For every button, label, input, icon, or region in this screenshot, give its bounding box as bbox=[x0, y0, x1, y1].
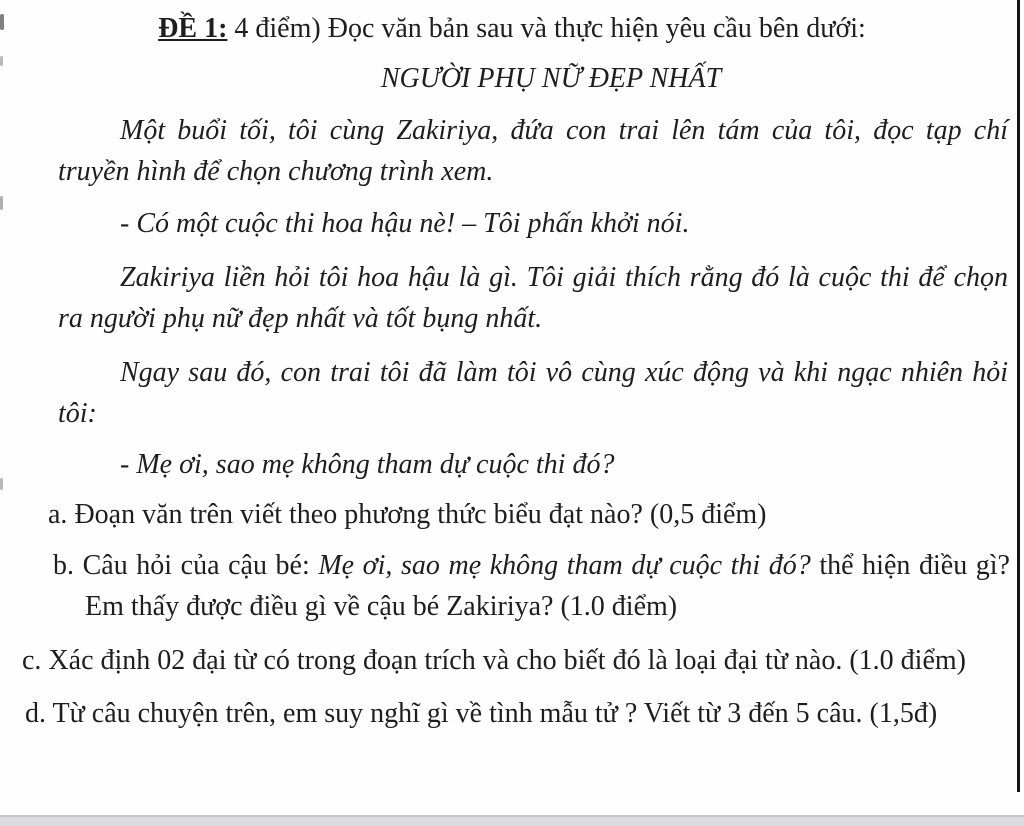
scan-artifact bbox=[0, 478, 3, 490]
scan-artifact bbox=[0, 14, 4, 30]
question-text: Xác định 02 đại từ có trong đoạn trích và cho biết đó là loại đại từ nào. (1.0 điểm) bbox=[41, 645, 966, 676]
scan-artifact bbox=[0, 196, 3, 210]
exam-heading bbox=[0, 8, 1024, 50]
scan-artifact bbox=[0, 56, 3, 66]
exam-instructions: 4 điểm) Đọc văn bản sau và thực hiện yêu cầu bên dưới: bbox=[227, 13, 866, 44]
question-d bbox=[25, 693, 1012, 734]
story-dialogue-line: - Mẹ ơi, sao mẹ không tham dự cuộc thi đó? bbox=[120, 449, 615, 480]
question-text: thể hiện điều gì? Em thấy được điều gì về cậu bé Zakiriya? (1.0 điểm) bbox=[85, 550, 1010, 622]
question-quoted-text: Mẹ ơi, sao mẹ không tham dự cuộc thi đó? bbox=[318, 550, 811, 581]
exam-number-label: ĐỀ 1: bbox=[158, 13, 228, 44]
story-dialogue-line: - Có một cuộc thi hoa hậu nè! – Tôi phấn khởi nói. bbox=[120, 208, 690, 239]
bottom-gray-bar bbox=[0, 815, 1024, 826]
story-paragraph: Một buổi tối, tôi cùng Zakiriya, đứa con trai lên tám của tôi, đọc tạp chí truyền hình để chọn chương trình xem. bbox=[58, 115, 1008, 187]
scan-edge-line bbox=[1017, 0, 1020, 792]
question-c bbox=[22, 640, 1012, 681]
question-b bbox=[53, 545, 1010, 627]
question-text: Từ câu chuyện trên, em suy nghĩ gì về tình mẫu tử ? Viết từ 3 đến 5 câu. (1,5đ) bbox=[46, 698, 938, 729]
question-label: c. bbox=[22, 645, 42, 676]
story-paragraph: Ngay sau đó, con trai tôi đã làm tôi vô cùng xúc động và khi ngạc nhiên hỏi tôi: bbox=[58, 357, 1008, 429]
question-text: Câu hỏi của cậu bé: bbox=[74, 550, 319, 581]
question-list bbox=[0, 494, 1024, 734]
story-paragraph: Zakiriya liền hỏi tôi hoa hậu là gì. Tôi giải thích rằng đó là cuộc thi để chọn ra người phụ nữ đẹp nhất và tốt bụng nhất. bbox=[58, 262, 1008, 334]
question-label: a. bbox=[48, 499, 68, 530]
question-text: Đoạn văn trên viết theo phương thức biểu đạt nào? (0,5 điểm) bbox=[67, 499, 767, 530]
question-a bbox=[48, 494, 1008, 535]
reading-passage-title: NGƯỜI PHỤ NỮ ĐẸP NHẤT bbox=[380, 63, 722, 94]
reading-passage bbox=[0, 110, 1024, 485]
question-label: b. bbox=[53, 550, 74, 581]
question-label: d. bbox=[25, 698, 46, 729]
